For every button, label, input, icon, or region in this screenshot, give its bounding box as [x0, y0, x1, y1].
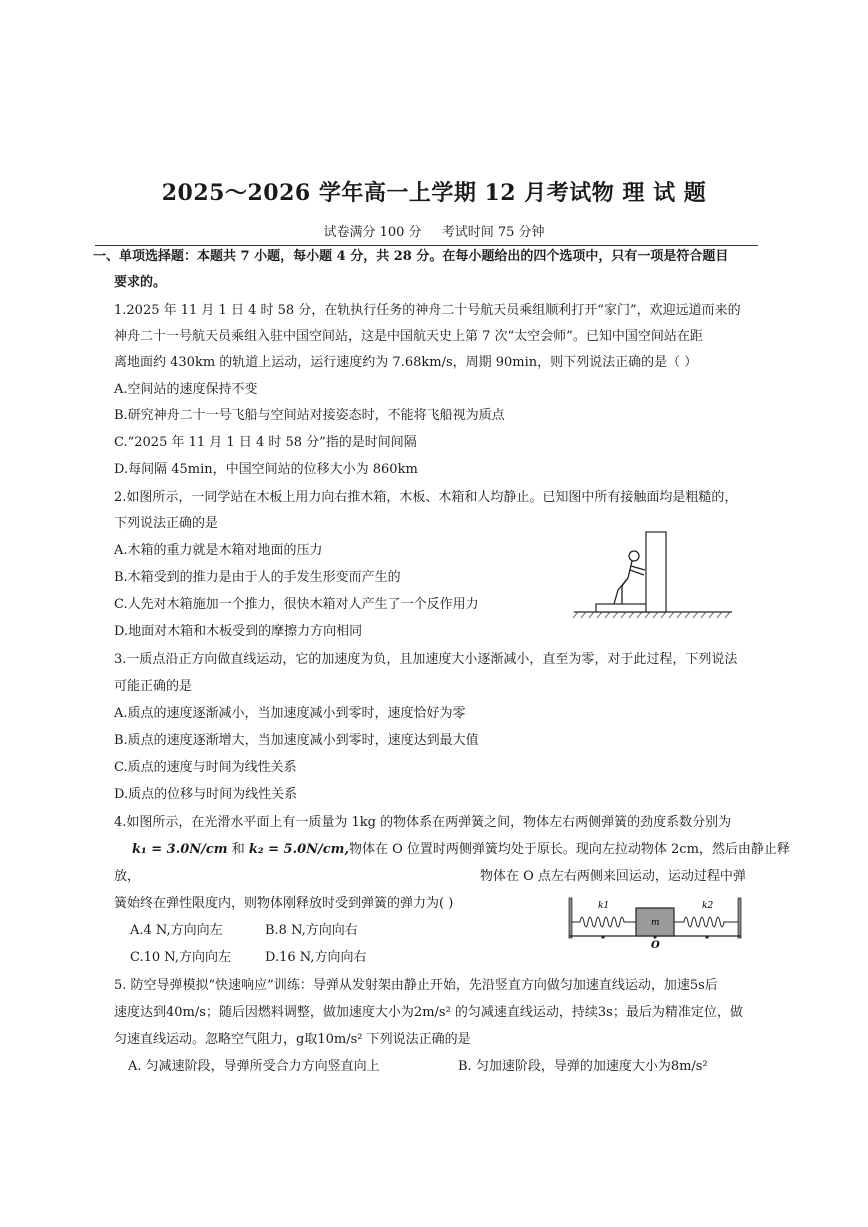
q5-stem-line2: 速度达到40m/s；随后因燃料调整，做加速度大小为2m/s² 的匀减速直线运动，持续3s；最后为精准定位，做	[114, 1005, 743, 1020]
q4-figure-spring-mass	[566, 892, 744, 950]
q3-option-d: D.质点的位移与时间为线性关系	[114, 787, 298, 802]
q4-fig-label-k2: k2	[702, 901, 714, 911]
q4-stem-line3b: 物体在 O 点左右两侧来回运动，运动过程中弹	[480, 869, 746, 884]
q1-stem-line1: 1.2025 年 11 月 1 日 4 时 58 分，在轨执行任务的神舟二十号航天员乘组顺利打开“家门”，欢迎远道而来的	[114, 303, 741, 318]
q1-stem-line3: 离地面约 430km 的轨道上运动，运行速度约为 7.68km/s，周期 90min，则下列说法正确的是（ ）	[114, 355, 698, 370]
q3-stem-line1: 3.一质点沿正方向做直线运动，它的加速度为负，且加速度大小逐渐减小，直至为零，对于此过程，下列说法	[114, 652, 738, 667]
q2-stem-line2: 下列说法正确的是	[114, 516, 219, 531]
q4-option-c: C.10 N,方向向左	[130, 950, 231, 965]
q5-stem-line1: 5. 防空导弹模拟“快速响应”训练：导弹从发射架由静止开始，先沿竖直方向做匀加速直线运动，加速5s后	[114, 978, 718, 993]
q4-fig-label-k1: k1	[598, 901, 610, 911]
q4-and: 和	[231, 842, 245, 857]
exam-info	[0, 221, 868, 240]
q2-option-d: D.地面对木箱和木板受到的摩擦力方向相同	[114, 624, 363, 639]
q1-option-d: D.每间隔 45min，中国空间站的位移大小为 860km	[114, 462, 418, 477]
q2-figure-person-pushing-box	[570, 528, 734, 620]
q4-option-a: A.4 N,方向向左	[130, 923, 223, 938]
q4-stem-line2-tail: 物体在 O 位置时两侧弹簧均处于原长。现向左拉动物体 2cm，然后由静止释	[348, 842, 790, 857]
q4-stem-line3a: 放，	[114, 869, 141, 884]
full-score: 试卷满分 100 分	[323, 225, 422, 240]
q3-option-b: B.质点的速度逐渐增大，当加速度减小到零时，速度达到最大值	[114, 733, 479, 748]
header-rule	[95, 245, 758, 246]
q4-k2: k₂ = 5.0N/cm,	[248, 842, 349, 857]
section1-heading-cont: 要求的。	[114, 275, 167, 290]
q4-stem-line1: 4.如图所示，在光滑水平面上有一质量为 1kg 的物体系在两弹簧之间，物体左右两侧弹簧的劲度系数分别为	[114, 815, 732, 830]
exam-time: 考试时间 75 分钟	[441, 225, 545, 240]
q2-option-b: B.木箱受到的推力是由于人的手发生形变而产生的	[114, 570, 401, 585]
q4-option-b: B.8 N,方向向右	[265, 923, 358, 938]
q4-k1: k₁ = 3.0N/cm	[132, 842, 228, 857]
q4-stem-line2	[132, 840, 790, 860]
q3-option-c: C.质点的速度与时间为线性关系	[114, 760, 297, 775]
q4-stem-line4: 簧始终在弹性限度内，则物体刚释放时受到弹簧的弹力为( )	[114, 896, 454, 911]
q3-option-a: A.质点的速度逐渐减小，当加速度减小到零时，速度恰好为零	[114, 706, 466, 721]
section1-heading: 一、单项选择题：本题共 7 小题，每小题 4 分，共 28 分。在每小题给出的四个选项中，只有一项是符合题目	[93, 249, 729, 264]
q2-stem-line1: 2.如图所示，一同学站在木板上用力向右推木箱，木板、木箱和人均静止。已知图中所有接触面均是粗糙的，	[114, 490, 738, 505]
q4-fig-label-m: m	[651, 918, 660, 928]
exam-title: 2025～2026 学年高一上学期 12 月考试物 理 试 题	[161, 180, 707, 206]
q2-option-c: C.人先对木箱施加一个推力，很快木箱对人产生了一个反作用力	[114, 597, 479, 612]
q4-option-d: D.16 N,方向向右	[265, 950, 367, 965]
q5-stem-line3: 匀速直线运动。忽略空气阻力，g取10m/s² 下列说法正确的是	[114, 1032, 471, 1047]
q5-option-a: A. 匀减速阶段，导弹所受合力方向竖直向上	[128, 1059, 380, 1074]
q2-option-a: A.木箱的重力就是木箱对地面的压力	[114, 543, 323, 558]
q5-option-b: B. 匀加速阶段，导弹的加速度大小为8m/s²	[458, 1059, 708, 1074]
q3-stem-line2: 可能正确的是	[114, 679, 193, 694]
q1-option-c: C.“2025 年 11 月 1 日 4 时 58 分”指的是时间间隔	[114, 435, 417, 450]
q1-stem-line2: 神舟二十一号航天员乘组入驻中国空间站，这是中国航天史上第 7 次“太空会师”。已知中国空间站在距	[114, 329, 703, 344]
q1-option-a: A.空间站的速度保持不变	[114, 382, 258, 397]
q1-option-b: B.研究神舟二十一号飞船与空间站对接姿态时，不能将飞船视为质点	[114, 408, 505, 423]
q4-fig-label-o: O	[651, 940, 660, 950]
